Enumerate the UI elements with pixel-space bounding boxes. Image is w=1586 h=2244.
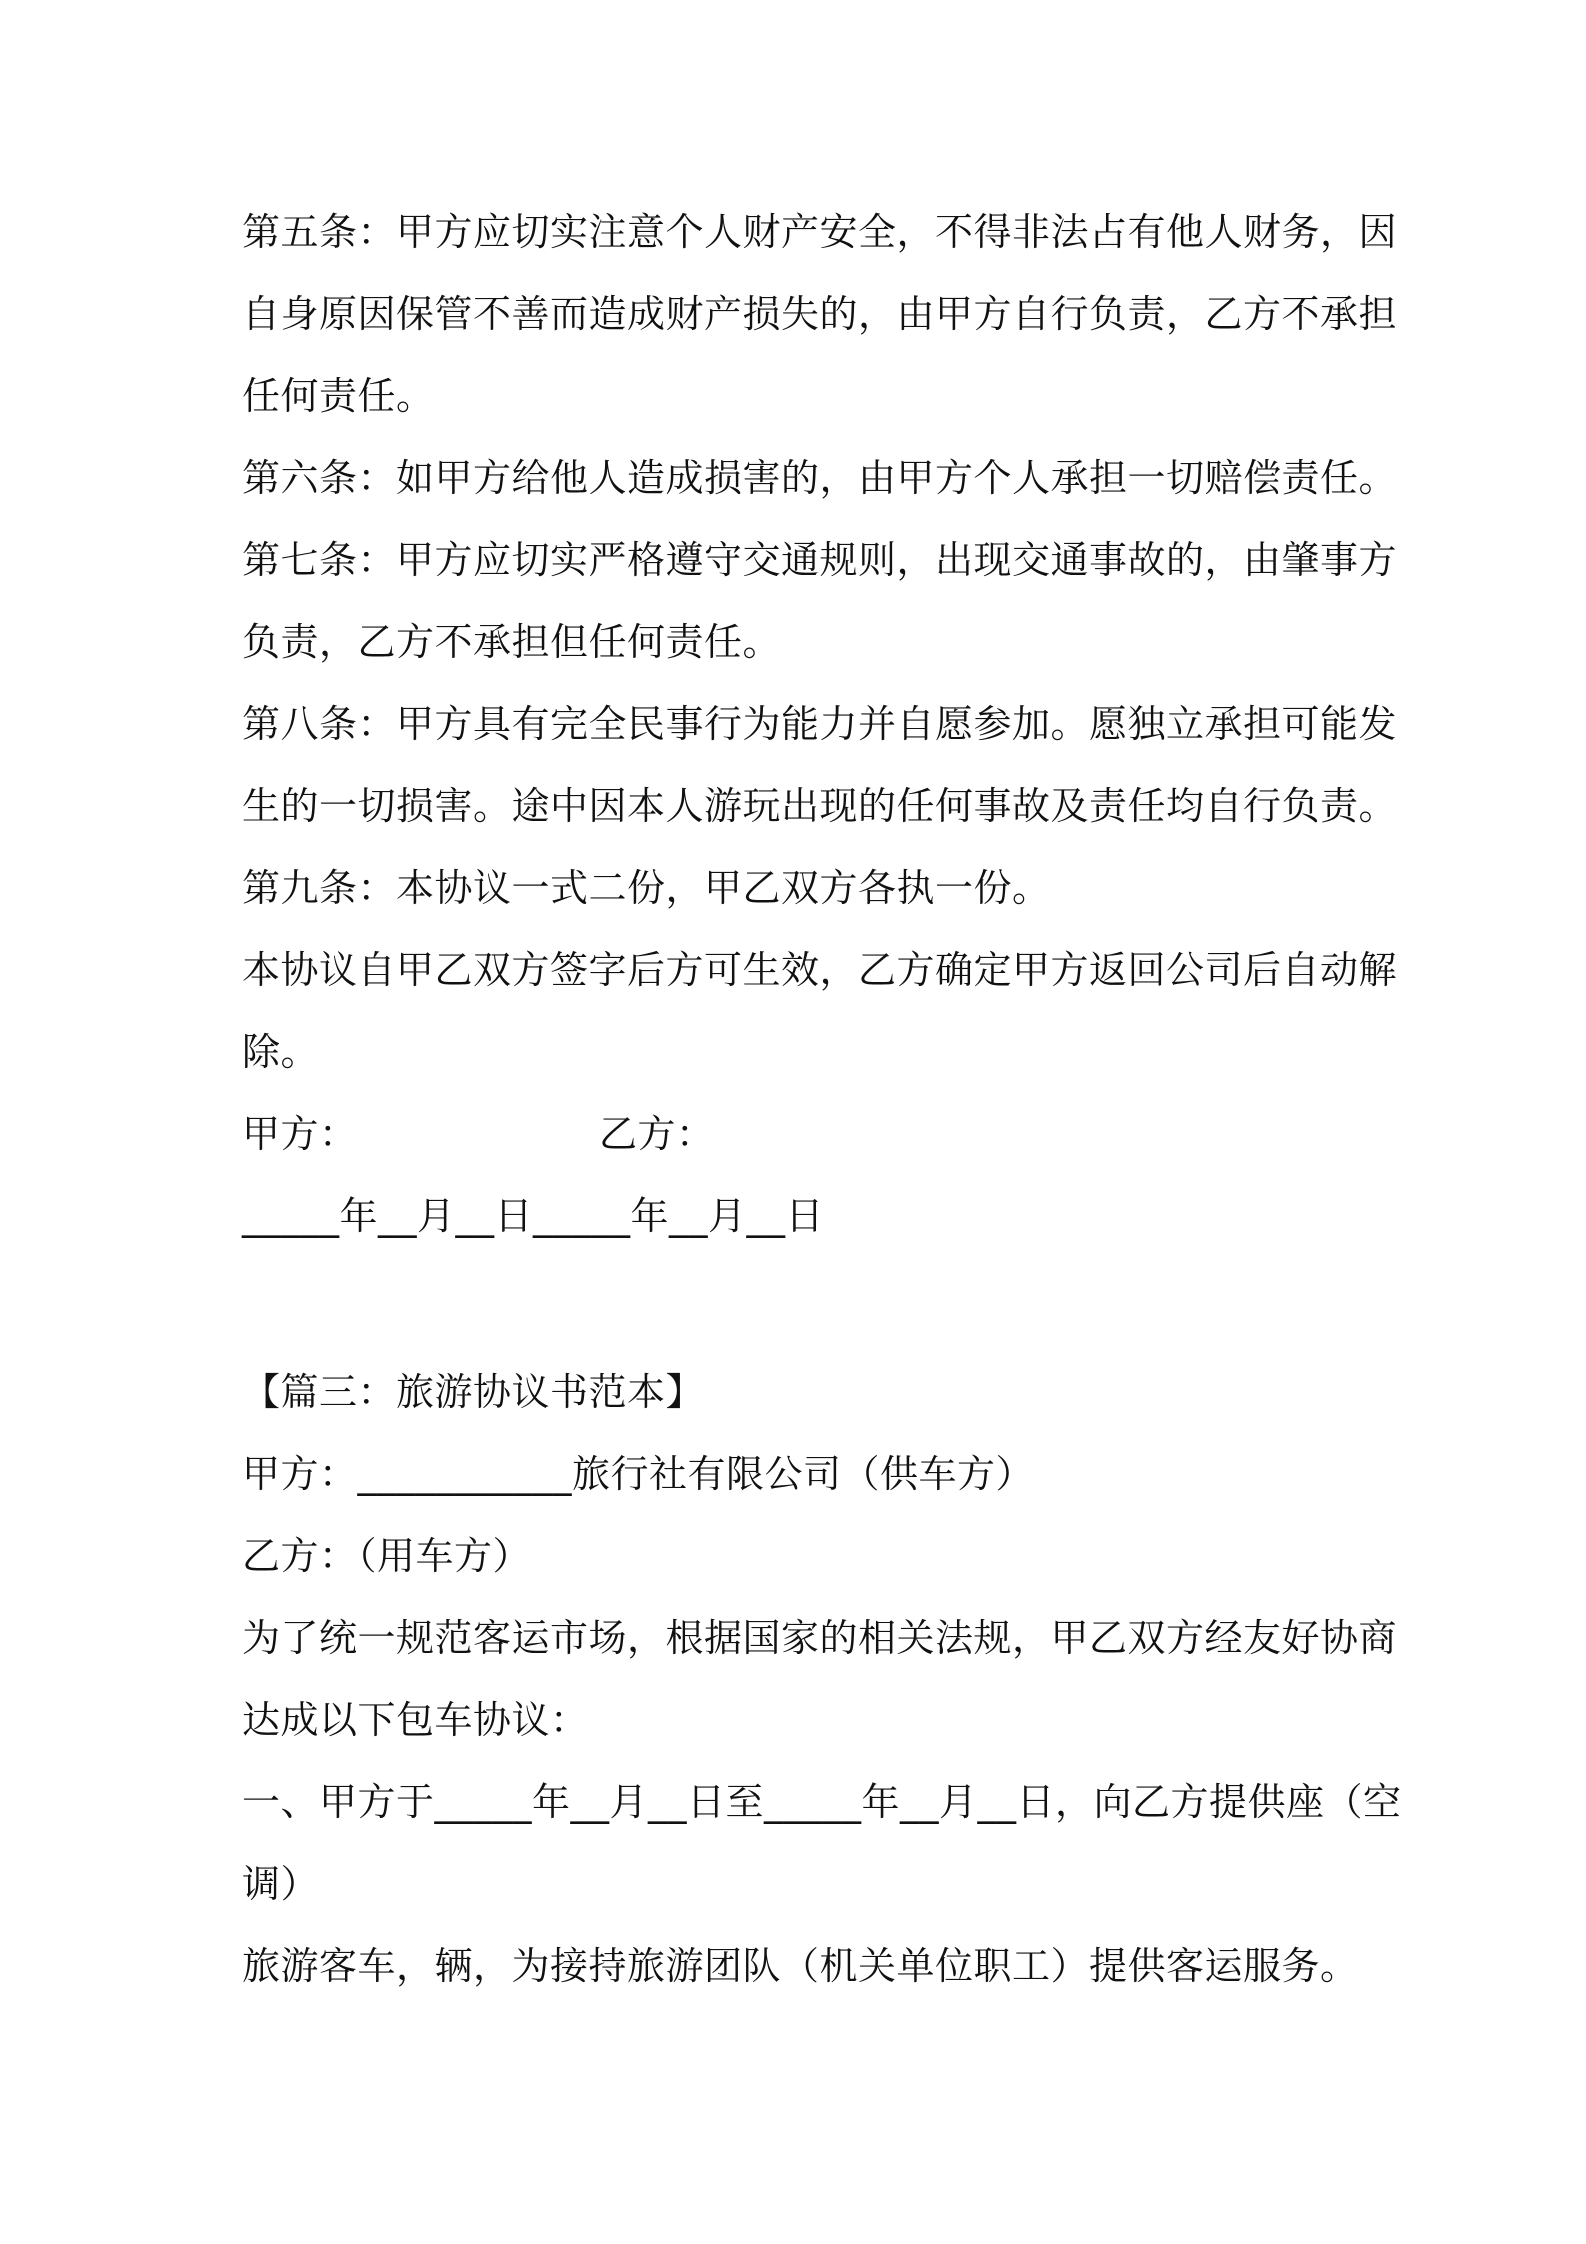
section3-item1-line3: 旅游客车，辆，为接持旅游团队（机关单位职工）提供客运服务。 bbox=[242, 1944, 1359, 1988]
article5-line1: 第五条：甲方应切实注意个人财产安全，不得非法占有他人财务，因 bbox=[242, 210, 1398, 254]
signature-party-b: 乙方： bbox=[599, 1112, 715, 1156]
article9-line1: 第九条：本协议一式二份，甲乙双方各执一份。 bbox=[242, 866, 1051, 910]
section3-party-b: 乙方：（用车方） bbox=[242, 1534, 532, 1578]
article8-line1: 第八条：甲方具有完全民事行为能力并自愿参加。愿独立承担可能发 bbox=[242, 702, 1398, 746]
signature-row bbox=[242, 1110, 1362, 1158]
section3-intro-line1: 为了统一规范客运市场，根据国家的相关法规，甲乙双方经友好协商 bbox=[242, 1616, 1398, 1660]
section3-title: 【篇三：旅游协议书范本】 bbox=[242, 1370, 705, 1414]
effect-line2: 除。 bbox=[242, 1030, 320, 1074]
article7-line2: 负责，乙方不承担但任何责任。 bbox=[242, 620, 782, 664]
article6-line1: 第六条：如甲方给他人造成损害的，由甲方个人承担一切赔偿责任。 bbox=[242, 456, 1398, 500]
section3-item1-line1: 一、甲方于_____年__月__日至_____年__月__日，向乙方提供座（空 bbox=[242, 1780, 1402, 1824]
article8-line2: 生的一切损害。途中因本人游玩出现的任何事故及责任均自行负责。 bbox=[242, 784, 1398, 828]
signature-date-line: _____年__月__日_____年__月__日 bbox=[242, 1194, 825, 1238]
effect-line1: 本协议自甲乙双方签字后方可生效，乙方确定甲方返回公司后自动解 bbox=[242, 948, 1398, 992]
signature-party-a: 甲方： bbox=[242, 1112, 358, 1156]
article5-line2: 自身原因保管不善而造成财产损失的，由甲方自行负责，乙方不承担 bbox=[242, 292, 1398, 336]
article7-line1: 第七条：甲方应切实严格遵守交通规则，出现交通事故的，由肇事方 bbox=[242, 538, 1398, 582]
section3-party-a: 甲方：___________旅行社有限公司（供车方） bbox=[242, 1452, 1035, 1496]
article5-line3: 任何责任。 bbox=[242, 374, 435, 418]
section3-intro-line2: 达成以下包车协议： bbox=[242, 1698, 589, 1742]
section3-item1-line2: 调） bbox=[242, 1862, 320, 1906]
